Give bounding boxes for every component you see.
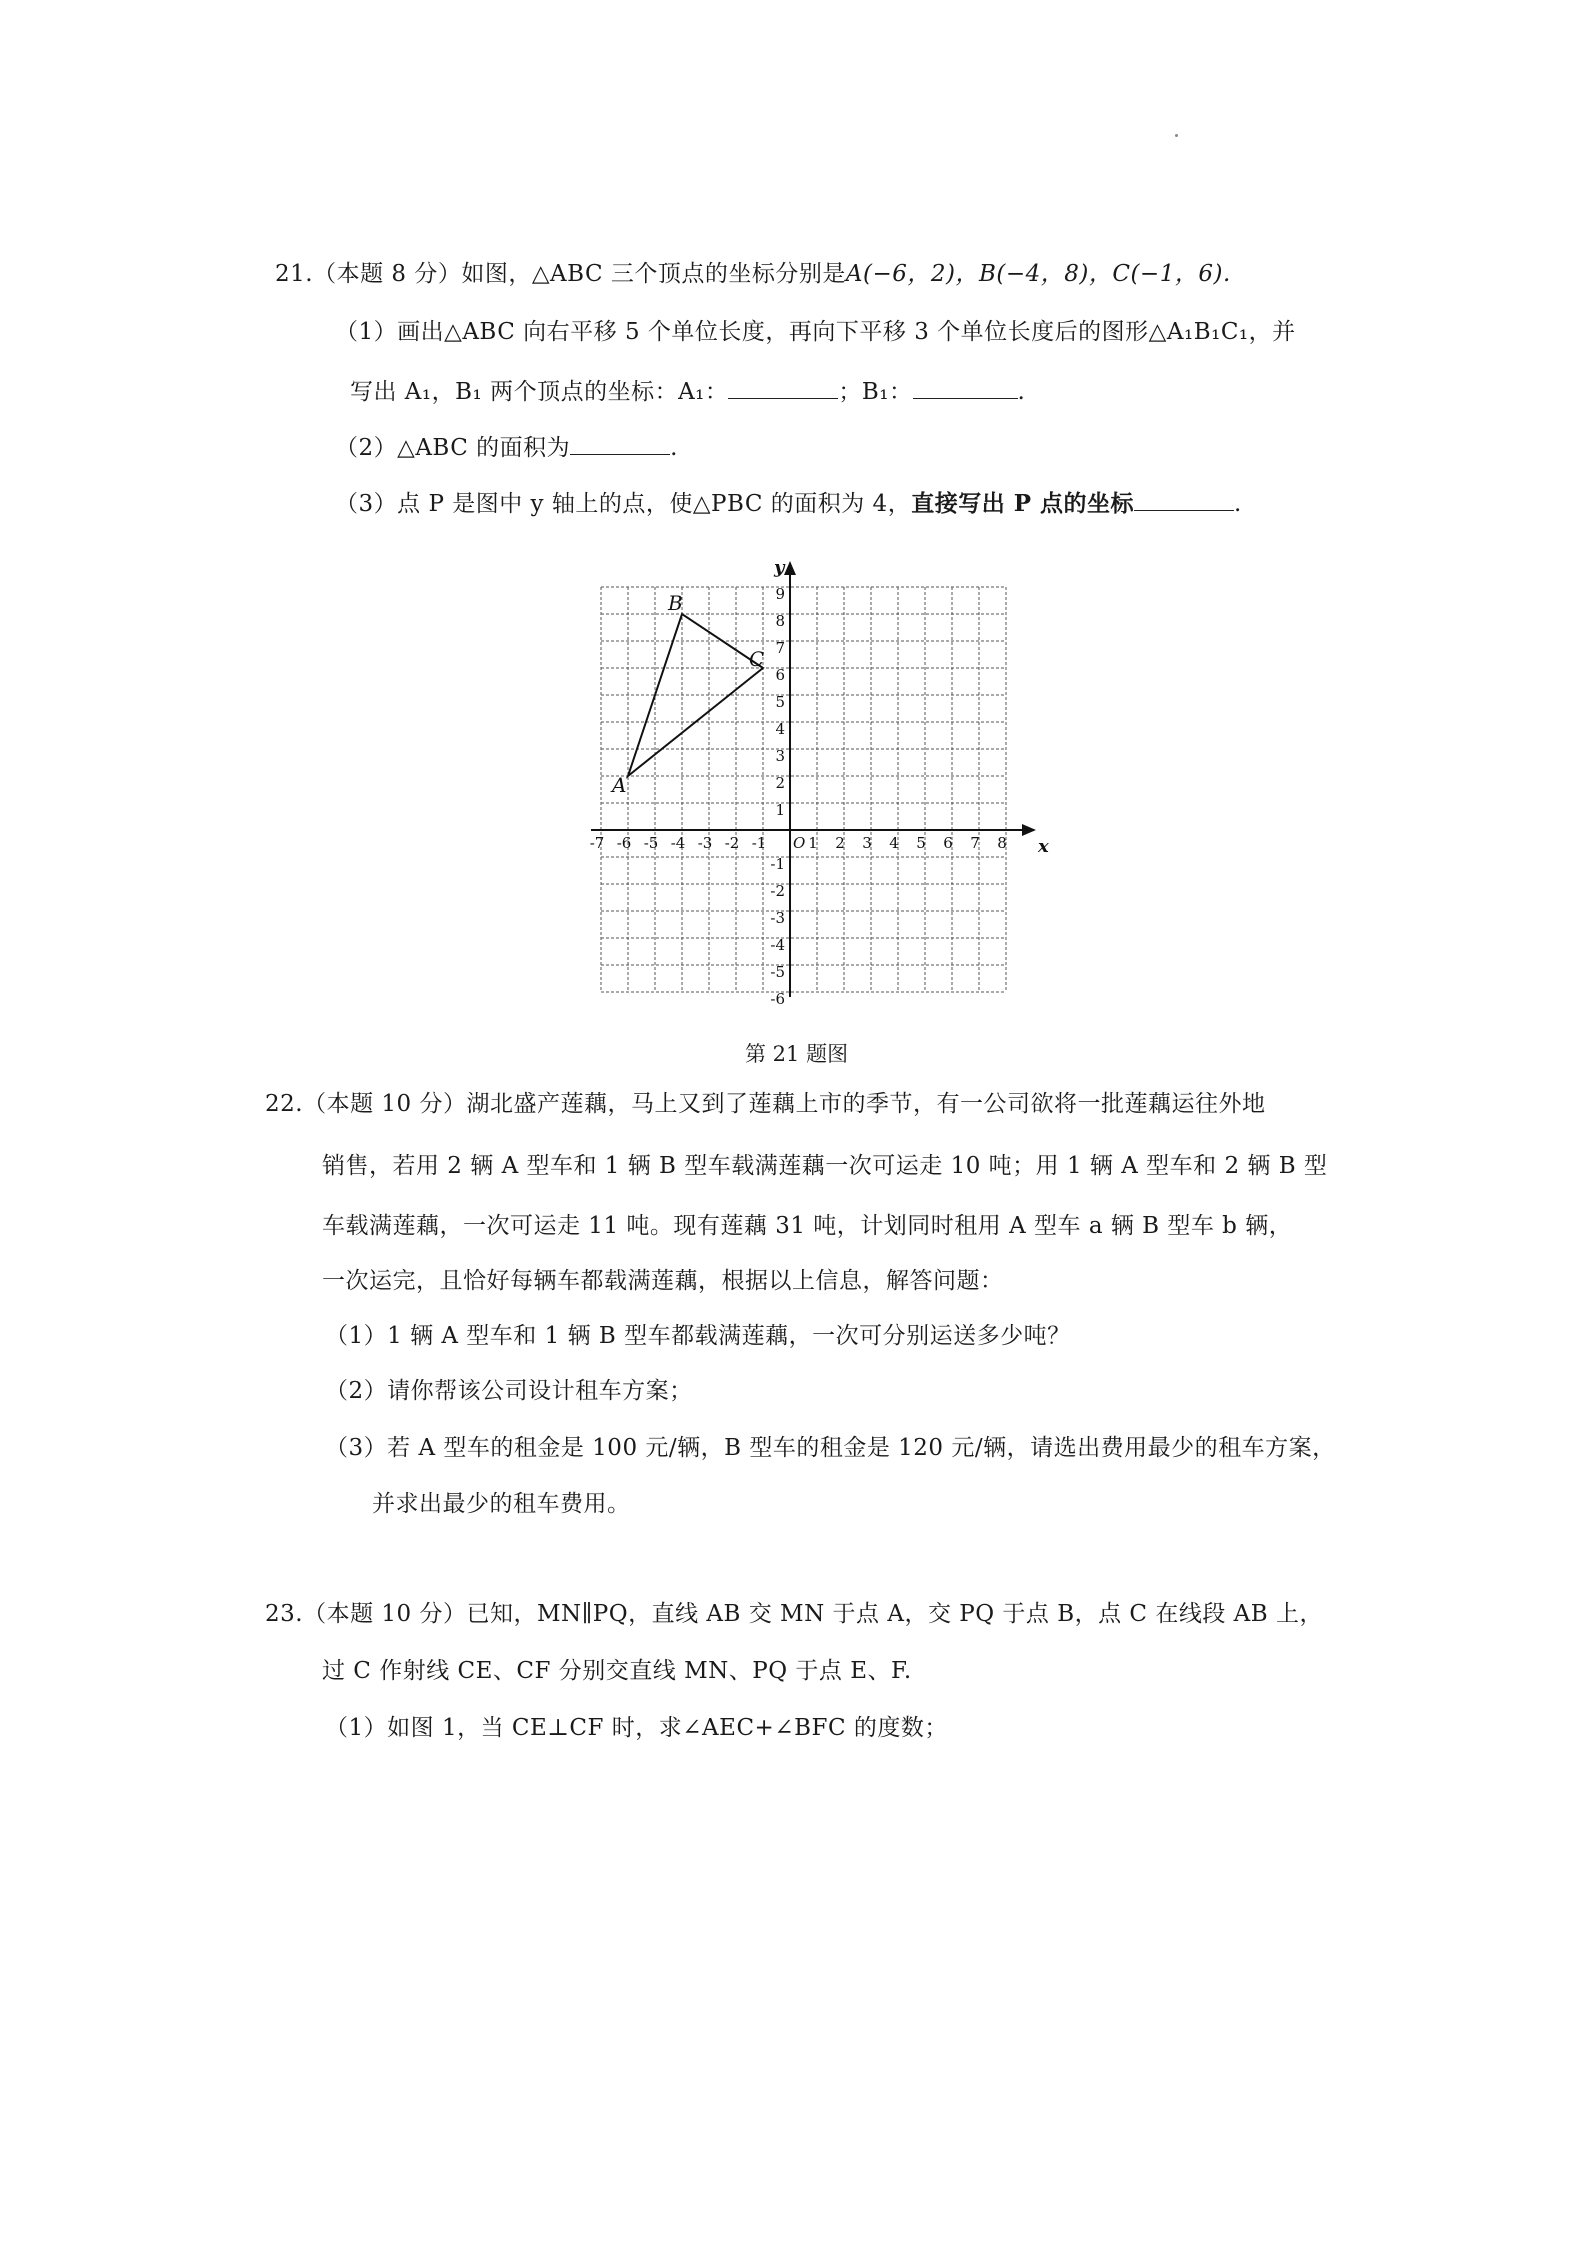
x-tick-label: -4	[670, 834, 686, 852]
q21-header-text: 21.（本题 8 分）如图，△ABC 三个顶点的坐标分别是	[275, 261, 846, 287]
y-axis-label: y	[774, 557, 785, 578]
q23-line1: 23.（本题 10 分）已知，MN∥PQ，直线 AB 交 MN 于点 A，交 PQ 于点 B，点 C 在线段 AB 上，	[265, 1601, 1323, 1627]
x-tick-label: 2	[835, 834, 845, 852]
x-tick-label: 4	[889, 834, 899, 852]
coordinate-grid-figure	[570, 545, 1070, 1015]
y-tick-label: -6	[770, 990, 785, 1008]
q22-part3-line1: （3）若 A 型车的租金是 100 元/辆，B 型车的租金是 120 元/辆，请选出费用最少的租车方案，	[325, 1435, 1336, 1461]
y-tick-label: 1	[775, 801, 785, 819]
q21-coords: A(−6，2)，B(−4，8)，C(−1，6).	[845, 261, 1231, 287]
area-answer-blank[interactable]	[570, 432, 670, 455]
q22-line2: 销售，若用 2 辆 A 型车和 1 辆 B 型车载满莲藕一次可运走 10 吨；用 1 辆 A 型车和 2 辆 B 型	[322, 1153, 1328, 1179]
x-axis-arrow-icon	[1022, 824, 1036, 836]
q22-part1: （1）1 辆 A 型车和 1 辆 B 型车都载满莲藕，一次可分别运送多少吨？	[325, 1323, 1071, 1349]
q21-header	[275, 258, 1231, 290]
x-tick-label: -7	[589, 834, 605, 852]
q22-line4: 一次运完，且恰好每辆车都载满莲藕，根据以上信息，解答问题：	[322, 1268, 1004, 1294]
y-tick-label: 2	[775, 774, 785, 792]
vertex-label-c: C	[749, 647, 765, 671]
b1-answer-blank[interactable]	[913, 376, 1018, 399]
q22-part3-line2: 并求出最少的租车费用。	[372, 1491, 631, 1517]
vertex-label-a: A	[612, 773, 627, 797]
vertex-label-b: B	[668, 591, 683, 615]
q21-part3-bold: 直接写出 P 点的坐标	[911, 490, 1135, 517]
y-tick-label: -4	[770, 936, 785, 954]
y-tick-label: 7	[775, 639, 785, 657]
q21-part1-b1-label: ；B₁：	[838, 379, 913, 405]
q21-part1-a1-label: 写出 A₁，B₁ 两个顶点的坐标：A₁：	[350, 379, 729, 405]
x-axis-label: x	[1038, 836, 1049, 857]
x-tick-label: 8	[997, 834, 1007, 852]
x-tick-label: 6	[943, 834, 953, 852]
q22-line1: 22.（本题 10 分）湖北盛产莲藕，马上又到了莲藕上市的季节，有一公司欲将一批莲藕运往外地	[265, 1091, 1266, 1117]
a1-answer-blank[interactable]	[728, 376, 838, 399]
y-tick-label: -3	[770, 909, 785, 927]
y-tick-label: 9	[775, 585, 785, 603]
y-tick-label: 8	[775, 612, 785, 630]
q21-part1-line1: （1）画出△ABC 向右平移 5 个单位长度，再向下平移 3 个单位长度后的图形△A₁B₁C₁，并	[335, 319, 1296, 345]
q21-part1-end: .	[1017, 379, 1026, 405]
origin-label: O	[793, 834, 806, 852]
x-tick-label: 1	[808, 834, 818, 852]
q21-part2-end: .	[670, 435, 678, 461]
q21-part3-end: .	[1234, 491, 1242, 517]
y-tick-label: 4	[775, 720, 785, 738]
y-tick-label: -5	[770, 963, 785, 981]
q23-part1: （1）如图 1，当 CE⊥CF 时，求∠AEC+∠BFC 的度数；	[325, 1715, 948, 1741]
x-tick-label: -3	[697, 834, 713, 852]
x-tick-label: -1	[751, 834, 767, 852]
q21-part1-line2	[350, 376, 1025, 408]
scan-speck	[1175, 134, 1178, 137]
y-tick-label: 5	[775, 693, 785, 711]
x-tick-label: -6	[616, 834, 632, 852]
q23-line2: 过 C 作射线 CE、CF 分别交直线 MN、PQ 于点 E、F.	[322, 1658, 912, 1684]
y-tick-label: 3	[775, 747, 785, 765]
x-tick-label: -5	[643, 834, 659, 852]
x-tick-label: 3	[862, 834, 872, 852]
figure-caption: 第 21 题图	[745, 1042, 849, 1066]
y-tick-label: -2	[770, 882, 785, 900]
y-tick-label: 6	[775, 666, 785, 684]
x-tick-label: 7	[970, 834, 980, 852]
x-tick-label: -2	[724, 834, 740, 852]
q21-part2-text: （2）△ABC 的面积为	[335, 435, 571, 461]
q21-part3-text: （3）点 P 是图中 y 轴上的点，使△PBC 的面积为 4，	[335, 491, 912, 517]
q22-line3: 车载满莲藕，一次可运走 11 吨。现有莲藕 31 吨，计划同时租用 A 型车 a 辆 B 型车 b 辆，	[322, 1213, 1293, 1239]
p-coordinate-blank[interactable]	[1134, 488, 1234, 511]
q22-part2: （2）请你帮该公司设计租车方案；	[325, 1378, 693, 1404]
q21-part2	[335, 432, 678, 464]
y-axis-arrow-icon	[784, 561, 796, 575]
y-tick-label: -1	[770, 855, 785, 873]
x-tick-label: 5	[916, 834, 926, 852]
q21-part3	[335, 488, 1242, 520]
